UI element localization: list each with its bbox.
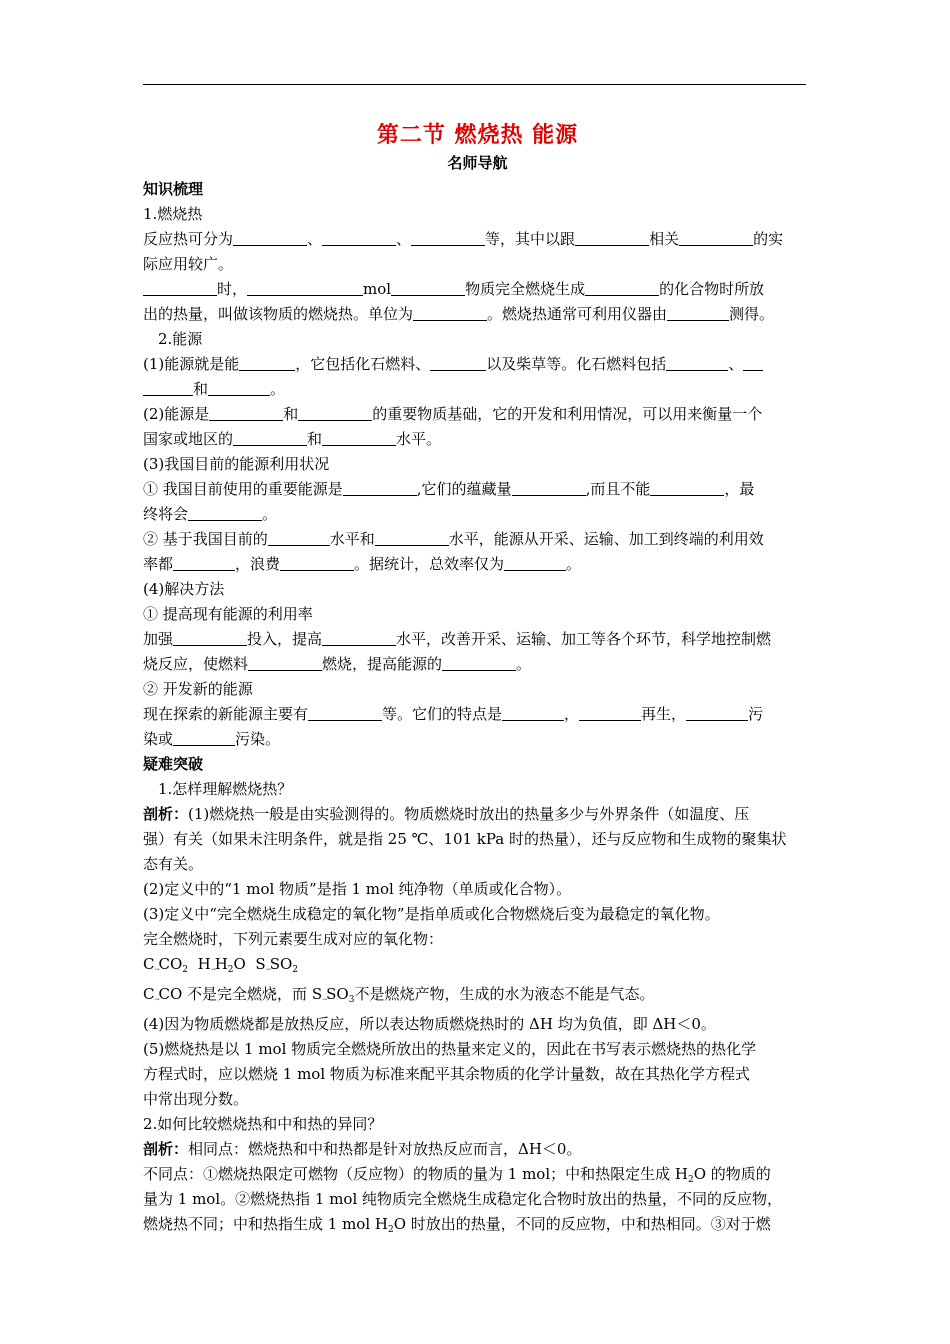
text-span: 、 [396, 230, 412, 248]
fill-blank [188, 504, 262, 521]
paragraph-line [143, 352, 809, 377]
text-span: 烧反应，使燃料 [143, 655, 249, 673]
text-span: CO 不是完全燃烧，而 S [158, 985, 323, 1003]
text-span: 2 [687, 1175, 694, 1185]
paragraph-line [143, 377, 809, 402]
text-span: SO [269, 955, 293, 973]
paragraph-line [143, 1162, 809, 1187]
paragraph-line: 方程式时，应以燃烧 1 mol 物质为标准来配平其余物质的化学计量数，故在其热化学方程式 [143, 1065, 750, 1083]
paragraph-line: ① 提高现有能源的利用率 [143, 605, 313, 623]
fill-blank [512, 479, 586, 496]
text-span: 。燃烧热通常可利用仪器由 [487, 305, 668, 323]
paragraph-line [143, 652, 809, 677]
paragraph-line [143, 727, 809, 752]
text-span: 不是燃烧产物，生成的水为液态不能是气态。 [354, 985, 655, 1003]
paragraph-line: 态有关。 [143, 855, 204, 873]
fill-blank [239, 354, 295, 371]
text-span: 。据统计，总效率仅为 [354, 555, 505, 573]
text-span: (2)能源是 [143, 405, 210, 423]
text-span: ,它们的蕴藏量 [416, 480, 512, 498]
paragraph-line [143, 477, 809, 502]
text-span: 时， [217, 280, 248, 298]
page-title: 第二节 燃烧热 能源 [376, 122, 579, 148]
text-span: 再生， [641, 705, 687, 723]
text-span: 2 [292, 965, 299, 975]
text-span: 等，其中以跟 [485, 230, 576, 248]
fill-blank [585, 279, 659, 296]
text-span: 测得。 [729, 305, 775, 323]
text-span: 的重要物质基础，它的开发和利用情况，可以用来衡量一个 [372, 405, 763, 423]
arrow-glyph: → [154, 966, 159, 973]
text-span: 水平，能源从开采、运输、加工到终端的利用效 [448, 530, 764, 548]
paragraph-line: (5)燃烧热是以 1 mol 物质完全燃烧所放出的热量来定义的，因此在书写表示燃烧热的热化学 [143, 1040, 757, 1058]
fill-blank [686, 704, 748, 721]
text-span: 水平和 [329, 530, 375, 548]
paragraph-line [143, 1212, 809, 1237]
paragraph-line [143, 527, 809, 552]
paragraph-line: 际应用较广。 [143, 255, 234, 273]
fill-blank [268, 529, 330, 546]
fill-blank [504, 554, 566, 571]
paragraph-line [143, 227, 809, 252]
fill-blank [413, 304, 487, 321]
fill-blank [208, 379, 270, 396]
text-span: H [197, 955, 211, 973]
text-span: S [255, 955, 266, 973]
fill-blank [343, 479, 417, 496]
text-span: 反应热可分为 [143, 230, 234, 248]
text-span: O [233, 955, 246, 973]
text-span: 2 [182, 965, 189, 975]
paragraph-line [143, 1137, 809, 1162]
document-body [143, 118, 809, 1237]
fill-blank [666, 354, 728, 371]
fill-blank [375, 529, 449, 546]
text-span: C [143, 955, 155, 973]
text-span: O 时放出的热量，不同的反应物，中和热相同。③对于燃 [393, 1215, 771, 1233]
text-span: ， [564, 705, 580, 723]
fill-blank [247, 279, 363, 296]
paragraph-line [143, 277, 809, 302]
text-span: 2 [227, 965, 234, 975]
text-span: 不同点：①燃烧热限定可燃物（反应物）的物质的量为 1 mol；中和热限定生成 H [143, 1165, 688, 1183]
text-span: 污 [748, 705, 764, 723]
arrow-glyph: → [210, 966, 215, 973]
text-span: ，浪费 [235, 555, 281, 573]
text-span: (1)能源就是能 [143, 355, 240, 373]
text-span: ② 基于我国目前的 [143, 530, 268, 548]
text-span: 水平，改善开采、运输、加工等各个环节，科学地控制燃 [396, 630, 772, 648]
text-span: ，它包括化石燃料、 [295, 355, 431, 373]
text-span: 和 [283, 405, 299, 423]
text-span: 。 [262, 505, 278, 523]
text-span: ,而且不能 [585, 480, 651, 498]
text-span: 相同点：燃烧热和中和热都是针对放热反应而言，ΔH＜0。 [188, 1140, 582, 1158]
arrow-glyph: → [154, 996, 159, 1003]
fill-blank [579, 704, 641, 721]
arrow-glyph: → [322, 996, 327, 1003]
text-span: 。 [566, 555, 582, 573]
question-1: 1.怎样理解燃烧热？ [158, 780, 293, 798]
fill-blank [391, 279, 465, 296]
fill-blank [143, 279, 217, 296]
text-span: CO [158, 955, 183, 973]
fill-blank [280, 554, 354, 571]
fill-blank [322, 429, 396, 446]
fill-blank [442, 654, 516, 671]
text-span: 加强 [143, 630, 174, 648]
paragraph-line [143, 982, 809, 1012]
text-span: 投入，提高 [247, 630, 323, 648]
fill-blank [743, 354, 763, 371]
text-span: 的化合物时所放 [659, 280, 765, 298]
text-span: 水平。 [396, 430, 442, 448]
text-span: 染或 [143, 730, 174, 748]
paragraph-line: 强）有关（如果未注明条件，就是指 25 ℃、101 kPa 时的热量），还与反应物和生成物的聚集状 [143, 830, 787, 848]
text-span: 物质完全燃烧生成 [465, 280, 586, 298]
paragraph-line [143, 402, 809, 427]
text-span: ，最 [724, 480, 755, 498]
paragraph-line: (4)解决方法 [143, 580, 225, 598]
header-rule [143, 84, 806, 85]
fill-blank [248, 654, 322, 671]
question-2: 2.如何比较燃烧热和中和热的异同？ [143, 1115, 383, 1133]
text-span: 、 [307, 230, 323, 248]
text-span: SO [326, 985, 349, 1003]
paragraph-line [143, 802, 809, 827]
paragraph-line: (2)定义中的“1 mol 物质”是指 1 mol 纯净物（单质或化合物）。 [143, 880, 572, 898]
text-span: 终将会 [143, 505, 189, 523]
fill-blank [502, 704, 564, 721]
paragraph-line [143, 702, 809, 727]
paragraph-line: 中常出现分数。 [143, 1090, 249, 1108]
text-span: 燃烧，提高能源的 [322, 655, 443, 673]
fill-blank [173, 729, 235, 746]
text-span: 的实 [753, 230, 784, 248]
paragraph-line: 量为 1 mol。②燃烧热指 1 mol 纯物质完全燃烧生成稳定化合物时放出的热量，不同的反应物， [143, 1190, 783, 1208]
paragraph-line: (4)因为物质燃烧都是放热反应，所以表达物质燃烧热时的 ΔH 均为负值，即 ΔH＜0。 [143, 1015, 716, 1033]
subheading-energy: 2.能源 [158, 330, 203, 348]
fill-blank [650, 479, 724, 496]
fill-blank [209, 404, 283, 421]
fill-blank [322, 629, 396, 646]
fill-blank [667, 304, 729, 321]
fill-blank [679, 229, 753, 246]
text-span: 剖析： [143, 1140, 189, 1158]
text-span: 、 [728, 355, 744, 373]
text-span: H [214, 955, 228, 973]
text-span: (1)燃烧热一般是由实验测得的。物质燃烧时放出的热量多少与外界条件（如温度、压 [188, 805, 750, 823]
paragraph-line [143, 627, 809, 652]
fill-blank [143, 379, 193, 396]
fill-blank [298, 404, 372, 421]
subheading-combustion-heat: 1.燃烧热 [143, 205, 203, 223]
paragraph-line: (3)定义中“完全燃烧生成稳定的氧化物”是指单质或化合物燃烧后变为最稳定的氧化物。 [143, 905, 720, 923]
paragraph-line: (3)我国目前的能源利用状况 [143, 455, 330, 473]
paragraph-line [143, 302, 809, 327]
text-span: 以及柴草等。化石燃料包括 [486, 355, 667, 373]
text-span: ① 我国目前使用的重要能源是 [143, 480, 343, 498]
text-span: 燃烧热不同；中和热指生成 1 mol H [143, 1215, 388, 1233]
section-heading-knowledge: 知识梳理 [143, 180, 204, 198]
page-subtitle: 名师导航 [447, 154, 508, 172]
paragraph-line [143, 427, 809, 452]
text-span: 相关 [649, 230, 680, 248]
fill-blank [430, 354, 486, 371]
text-span: 。 [270, 380, 286, 398]
fill-blank [411, 229, 485, 246]
text-span: 出的热量，叫做该物质的燃烧热。单位为 [143, 305, 414, 323]
fill-blank [233, 429, 307, 446]
text-span: mol [363, 280, 392, 298]
text-span: 率都 [143, 555, 174, 573]
paragraph-line [143, 502, 809, 527]
text-span: 剖析： [143, 805, 189, 823]
text-span: 国家或地区的 [143, 430, 234, 448]
text-span: C [143, 985, 155, 1003]
text-span: 3 [348, 995, 355, 1005]
section-heading-difficulties: 疑难突破 [143, 755, 204, 773]
fill-blank [575, 229, 649, 246]
text-span: 现在探索的新能源主要有 [143, 705, 309, 723]
text-span: 污染。 [235, 730, 281, 748]
fill-blank [173, 554, 235, 571]
fill-blank [322, 229, 396, 246]
fill-blank [233, 229, 307, 246]
fill-blank [308, 704, 382, 721]
text-span: 和 [193, 380, 209, 398]
text-span: 和 [307, 430, 323, 448]
oxide-formula-line [143, 952, 809, 982]
text-span: 等。它们的特点是 [382, 705, 503, 723]
text-span: O 的物质的 [693, 1165, 771, 1183]
paragraph-line [143, 552, 809, 577]
paragraph-line: 完全燃烧时，下列元素要生成对应的氧化物： [143, 930, 444, 948]
text-span: 。 [516, 655, 532, 673]
fill-blank [173, 629, 247, 646]
text-span: 2 [387, 1225, 394, 1235]
arrow-glyph: → [265, 966, 270, 973]
paragraph-line: ② 开发新的能源 [143, 680, 253, 698]
